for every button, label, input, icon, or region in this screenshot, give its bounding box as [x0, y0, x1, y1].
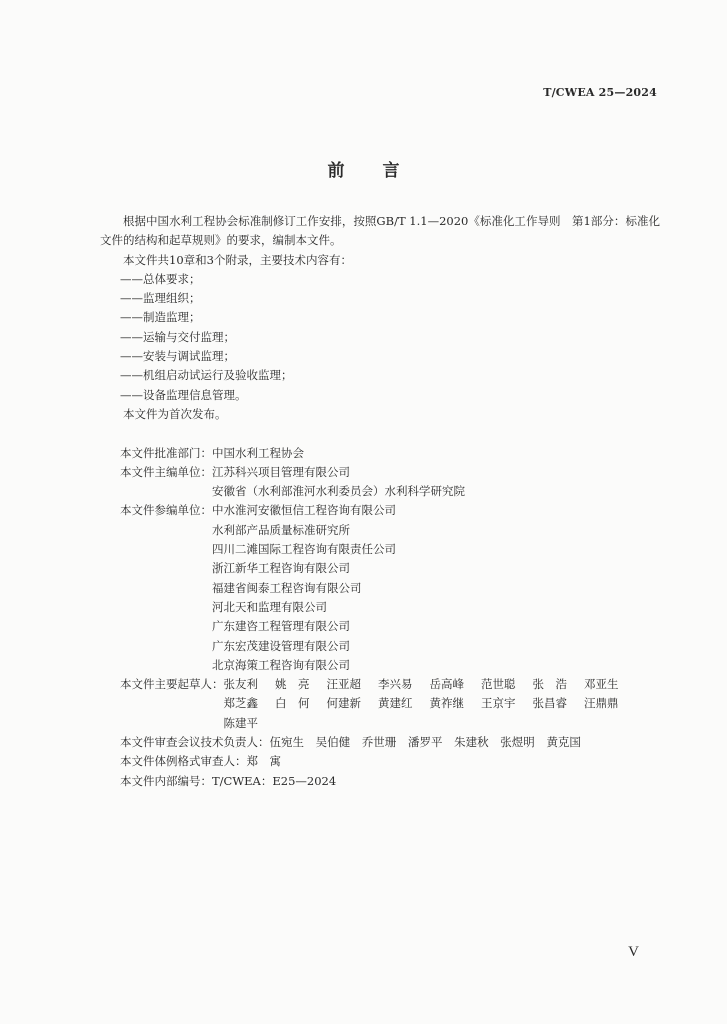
intro-paragraph-3: 本文件为首次发布。 [123, 406, 227, 421]
approval-label: 本文件批准部门： [120, 445, 212, 460]
participating-unit: 北京海策工程咨询有限公司 [212, 657, 350, 672]
drafters-label: 本文件主要起草人： [120, 677, 224, 692]
page-number: V [628, 944, 639, 960]
drafter-name: 陈建平 [223, 715, 258, 730]
foreword-body [100, 212, 660, 791]
list-item: ——总体要求； [120, 271, 201, 286]
drafter-name: 黄建红 [378, 696, 413, 711]
internal-number-label: 本文件内部编号： [120, 773, 212, 788]
drafter-name: 王京宇 [481, 696, 516, 711]
drafter-name: 张友利 [223, 677, 258, 692]
format-reviewer-value: 郑 寓 [246, 754, 281, 769]
drafter-name: 黄祚继 [429, 696, 464, 711]
drafter-name: 何建新 [326, 696, 361, 711]
drafter-name: 岳高峰 [429, 677, 464, 692]
participating-units [100, 501, 660, 675]
drafter-name: 范世聪 [481, 677, 516, 692]
document-code: T/CWEA 25—2024 [543, 86, 657, 99]
reviewers-label: 本文件审查会议技术负责人： [120, 735, 270, 750]
participating-unit: 广东宏茂建设管理有限公司 [212, 638, 350, 653]
format-reviewer [100, 752, 660, 771]
approval-department [100, 444, 660, 463]
content-list [100, 270, 660, 405]
reviewer-name: 黄克国 [546, 735, 581, 750]
title-char-2: 言 [382, 161, 400, 181]
list-item: ——安装与调试监理； [120, 349, 235, 364]
approval-value: 中国水利工程协会 [212, 445, 304, 460]
chief-units [100, 463, 660, 502]
drafter-name: 张昌睿 [532, 696, 567, 711]
intro-paragraph-1: 根据中国水利工程协会标准制修订工作安排，按照GB/T 1.1—2020《标准化工作导则 第1部分：标准化文件的结构和起草规则》的要求，编制本文件。 [100, 214, 660, 248]
internal-number [100, 772, 660, 791]
drafter-name: 白 何 [275, 696, 310, 711]
drafter-name: 张 浩 [532, 677, 567, 692]
drafter-name: 邓亚生 [584, 677, 619, 692]
drafter-name: 郑芝鑫 [223, 696, 258, 711]
list-item: ——制造监理； [120, 310, 201, 325]
chief-units-label: 本文件主编单位： [120, 464, 212, 479]
participating-unit: 四川二滩国际工程咨询有限责任公司 [212, 542, 396, 557]
drafter-name: 汪鼎鼎 [584, 696, 619, 711]
drafter-name: 姚 亮 [275, 677, 310, 692]
drafter-name: 汪亚超 [326, 677, 361, 692]
chief-unit: 江苏科兴项目管理有限公司 [212, 464, 350, 479]
main-drafters [100, 675, 660, 733]
internal-number-value: T/CWEA：E25—2024 [212, 773, 337, 788]
reviewer-name: 伍宛生 [269, 735, 304, 750]
chief-unit: 安徽省（水利部淮河水利委员会）水利科学研究院 [212, 484, 465, 499]
title-char-1: 前 [327, 161, 345, 181]
page-title [0, 156, 727, 181]
list-item: ——机组启动试运行及验收监理； [120, 368, 293, 383]
format-reviewer-label: 本文件体例格式审查人： [120, 754, 247, 769]
participating-unit: 福建省闽泰工程咨询有限公司 [212, 580, 362, 595]
intro-paragraph-2: 本文件共10章和3个附录，主要技术内容有： [123, 252, 352, 267]
participating-unit: 水利部产品质量标准研究所 [212, 522, 350, 537]
list-item: ——监理组织； [120, 291, 201, 306]
reviewer-name: 朱建秋 [454, 735, 489, 750]
list-item: ——运输与交付监理； [120, 329, 235, 344]
reviewer-name: 潘罗平 [407, 735, 443, 750]
list-item: ——设备监理信息管理。 [120, 387, 247, 402]
reviewer-name: 张煜明 [500, 735, 535, 750]
reviewer-name: 乔世珊 [361, 735, 397, 750]
participating-unit: 河北天和监理有限公司 [212, 599, 327, 614]
review-technical-leads [100, 733, 660, 752]
participating-unit: 广东建咨工程管理有限公司 [212, 619, 350, 634]
participating-unit: 中水淮河安徽恒信工程咨询有限公司 [212, 503, 396, 518]
participating-units-label: 本文件参编单位： [120, 503, 212, 518]
drafter-name: 李兴易 [378, 677, 413, 692]
participating-unit: 浙江新华工程咨询有限公司 [212, 561, 350, 576]
reviewer-name: 吴伯健 [315, 735, 351, 750]
